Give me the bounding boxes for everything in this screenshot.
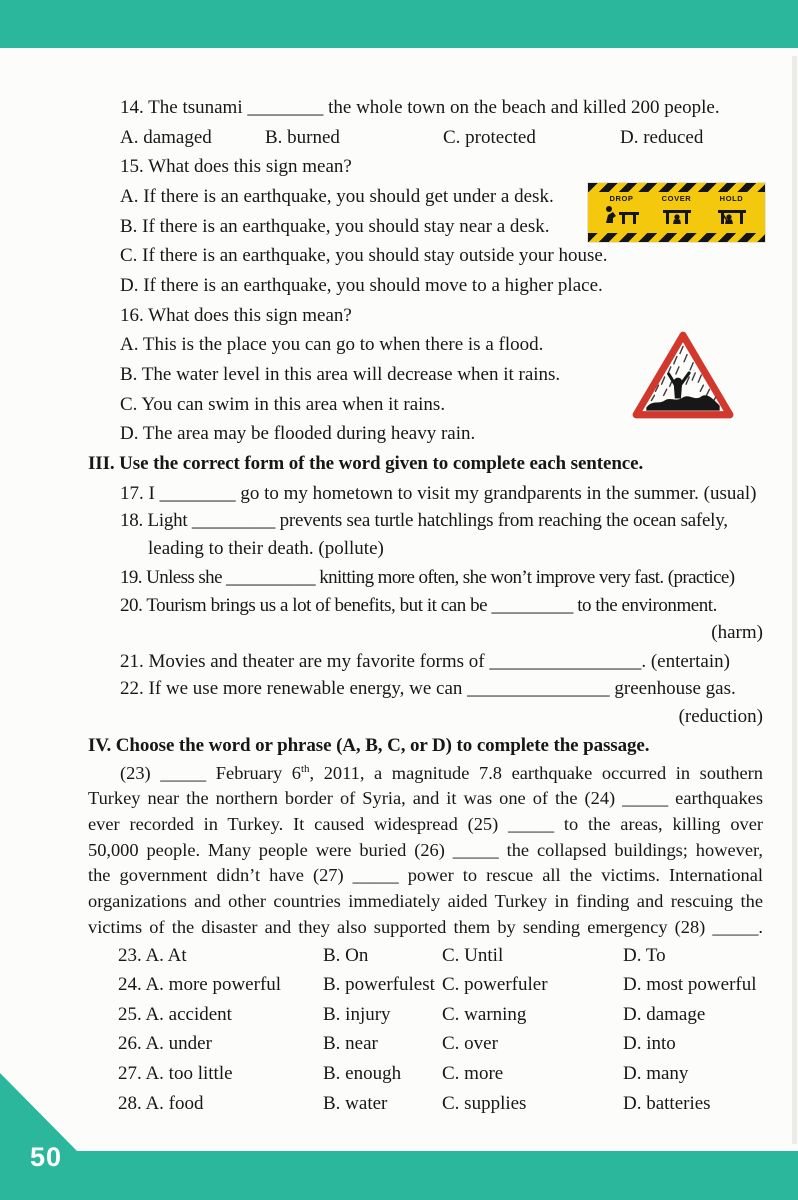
question-24-option-a: 24. A. more powerful bbox=[118, 974, 282, 996]
question-23-option-d: D. To bbox=[623, 944, 666, 966]
cover-cell bbox=[658, 193, 696, 233]
question-23-option-c: C. Until bbox=[442, 944, 504, 966]
drop-cell bbox=[603, 193, 641, 233]
item-18-line-2: leading to their death. (pollute) bbox=[148, 537, 384, 559]
question-14-option-d: D. reduced bbox=[620, 126, 704, 148]
passage-line-5: the government didn’t have (27) _____ power to rescue all the victims. International bbox=[88, 865, 763, 886]
question-26-option-a: 26. A. under bbox=[118, 1033, 212, 1055]
question-27-option-c: C. more bbox=[442, 1063, 504, 1085]
question-14-options bbox=[88, 123, 763, 153]
hold-icon bbox=[713, 204, 751, 226]
flood-warning-sign bbox=[630, 328, 736, 422]
item-18-line-1: 18. Light _________ prevents sea turtle hatchlings from reaching the ocean safely, bbox=[120, 510, 728, 532]
question-25-option-c: C. warning bbox=[442, 1003, 527, 1025]
question-24-option-b: B. powerfulest bbox=[323, 974, 435, 996]
question-27-options-row bbox=[88, 1059, 763, 1089]
question-14-option-b: B. burned bbox=[265, 126, 340, 148]
question-26-option-d: D. into bbox=[623, 1033, 676, 1055]
bottom-accent-band bbox=[0, 1151, 798, 1200]
question-28-option-a: 28. A. food bbox=[118, 1092, 204, 1114]
scan-edge-shadow bbox=[792, 56, 797, 1144]
question-28-option-d: D. batteries bbox=[623, 1092, 711, 1114]
question-15-option-d: D. If there is an earthquake, you should move to a higher place. bbox=[120, 274, 603, 296]
passage-line-1 bbox=[88, 761, 763, 787]
section-3-heading: III. Use the correct form of the word given to complete each sentence. bbox=[88, 452, 644, 474]
item-22-word-hint: (reduction) bbox=[678, 705, 763, 727]
question-15-stem: 15. What does this sign mean? bbox=[120, 156, 352, 178]
page-content bbox=[88, 93, 763, 1118]
cover-label: COVER bbox=[661, 194, 692, 203]
item-21: 21. Movies and theater are my favorite forms of ________________. (entertain) bbox=[120, 650, 730, 672]
question-14-option-c: C. protected bbox=[443, 126, 536, 148]
question-24-options-row bbox=[88, 970, 763, 1000]
cover-icon bbox=[658, 204, 696, 226]
passage-line-4: 50,000 people. Many people were buried (26) _____ the collapsed buildings; however, bbox=[88, 839, 763, 860]
question-16-stem: 16. What does this sign mean? bbox=[120, 304, 352, 326]
question-27-option-b: B. enough bbox=[323, 1063, 402, 1085]
question-16-option-d: D. The area may be flooded during heavy rain. bbox=[120, 423, 476, 445]
item-22-line-1: 22. If we use more renewable energy, we can _______________ greenhouse gas. bbox=[120, 678, 736, 700]
question-25-option-b: B. injury bbox=[323, 1003, 391, 1025]
section-4-heading: IV. Choose the word or phrase (A, B, C, or D) to complete the passage. bbox=[88, 734, 650, 756]
question-26-option-b: B. near bbox=[323, 1033, 378, 1055]
question-24-option-c: C. powerfuler bbox=[442, 974, 548, 996]
question-15-option-a: A. If there is an earthquake, you should get under a desk. bbox=[120, 185, 554, 207]
question-25-options-row bbox=[88, 1000, 763, 1030]
hazard-stripe-top bbox=[588, 183, 765, 192]
question-24-option-d: D. most powerful bbox=[623, 974, 757, 996]
question-27-option-a: 27. A. too little bbox=[118, 1063, 233, 1085]
question-15-option-c: C. If there is an earthquake, you should stay outside your house. bbox=[120, 245, 608, 267]
drop-label: DROP bbox=[609, 194, 634, 203]
question-28-option-c: C. supplies bbox=[442, 1092, 527, 1114]
drop-icon bbox=[603, 204, 641, 226]
passage-line-1-end: , 2011, a magnitude 7.8 earthquake occurred in southern bbox=[309, 762, 763, 783]
item-20-line-1: 20. Tourism brings us a lot of benefits, but it can be _________ to the environment. bbox=[120, 595, 717, 617]
question-25-option-d: D. damage bbox=[623, 1003, 706, 1025]
item-20-word-hint: (harm) bbox=[711, 621, 763, 643]
hold-cell bbox=[713, 193, 751, 233]
item-19: 19. Unless she __________ knitting more often, she won’t improve very fast. (practice) bbox=[120, 567, 735, 589]
passage-line-1-start: (23) _____ February 6 bbox=[120, 762, 301, 783]
passage-line-7: victims of the disaster and they also supported them by sending emergency (28) _____. bbox=[88, 916, 763, 937]
passage-line-2: Turkey near the northern border of Syria, and it was one of the (24) _____ earthquakes bbox=[88, 788, 763, 809]
question-14-option-a: A. damaged bbox=[120, 126, 212, 148]
page-number: 50 bbox=[30, 1142, 63, 1172]
earthquake-safety-sign bbox=[588, 183, 765, 242]
question-16-option-c: C. You can swim in this area when it rains. bbox=[120, 393, 446, 415]
bottom-corner-triangle bbox=[0, 1073, 78, 1152]
question-14-stem: 14. The tsunami ________ the whole town on the beach and killed 200 people. bbox=[120, 97, 720, 118]
question-15-option-b: B. If there is an earthquake, you should stay near a desk. bbox=[120, 215, 550, 237]
question-26-options-row bbox=[88, 1029, 763, 1059]
question-28-options-row bbox=[88, 1089, 763, 1119]
hazard-stripe-bottom bbox=[588, 233, 765, 242]
earthquake-sign-body bbox=[588, 192, 765, 233]
passage-line-6: organizations and other countries immediately aided Turkey in finding and rescuing the bbox=[88, 891, 763, 912]
item-17: 17. I ________ go to my hometown to visit my grandparents in the summer. (usual) bbox=[120, 482, 757, 504]
question-16-option-b: B. The water level in this area will decrease when it rains. bbox=[120, 363, 561, 385]
question-27-option-d: D. many bbox=[623, 1063, 689, 1085]
question-23-options-row bbox=[88, 941, 763, 971]
question-28-option-b: B. water bbox=[323, 1092, 388, 1114]
passage-line-3: ever recorded in Turkey. It caused widespread (25) _____ to the areas, killing over bbox=[88, 814, 763, 834]
question-26-option-c: C. over bbox=[442, 1033, 498, 1055]
top-accent-band bbox=[0, 0, 798, 48]
question-16-option-a: A. This is the place you can go to when there is a flood. bbox=[120, 334, 544, 356]
ordinal-superscript: th bbox=[300, 762, 310, 775]
question-23-option-b: B. On bbox=[323, 944, 369, 966]
question-25-option-a: 25. A. accident bbox=[118, 1003, 232, 1025]
question-23-option-a: 23. A. At bbox=[118, 944, 187, 966]
hold-label: HOLD bbox=[719, 194, 744, 203]
